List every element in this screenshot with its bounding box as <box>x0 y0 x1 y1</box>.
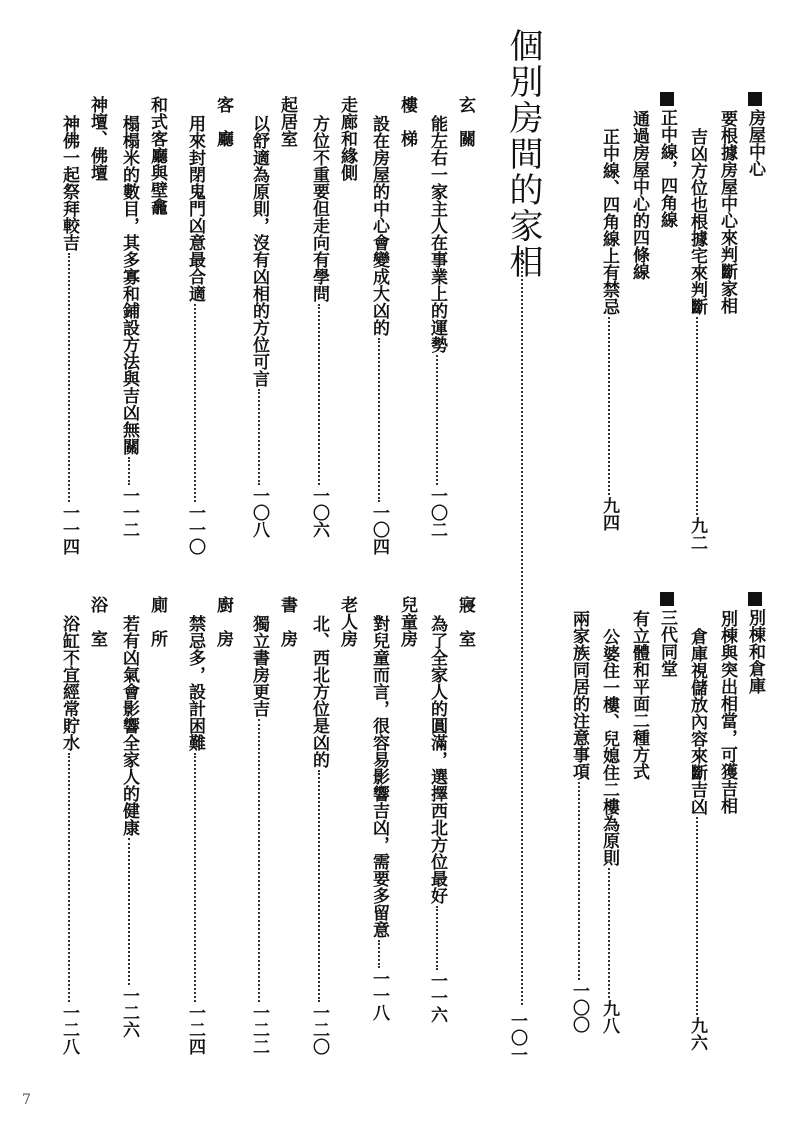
toc-entry: 公婆住一樓、兒媳住二樓為原則九八 <box>599 628 619 1034</box>
leader-dots <box>696 317 698 515</box>
toc-heading-bedroom: 寢 室 <box>455 596 475 647</box>
toc-heading-elderly: 老人房 <box>337 596 357 647</box>
leader-dots <box>318 770 320 1002</box>
toc-entry: 以舒適為原則，沒有凶相的方位可言一〇八 <box>249 115 269 538</box>
toc-entry-text: 通過房屋中心的四條線 <box>629 110 649 280</box>
toc-entry: 倉庫視儲放內容來斷吉凶九六 <box>687 628 707 1051</box>
toc-entry: 兩家族同居的注意事項一〇〇 <box>569 610 589 1033</box>
toc-entry: 對兒童而言，很容易影響吉凶，需要多留意一一八 <box>369 615 389 1021</box>
toc-entry: 神佛一起祭拜較吉一一四 <box>59 115 79 555</box>
toc-entry: 榻榻米的數目，其多寡和鋪設方法與吉凶無關一一二 <box>119 115 139 538</box>
toc-entry: 方位不重要但走向有學問一〇六 <box>309 115 329 538</box>
toc-entry: 用來封閉鬼門凶意最合適一一〇 <box>185 115 205 555</box>
leader-dots <box>318 304 320 485</box>
toc-heading-children: 兒童房 <box>397 596 417 647</box>
square-bullet-icon <box>660 92 674 106</box>
toc-entry: 能左右一家主人在事業上的運勢一〇二 <box>427 115 447 538</box>
leader-dots <box>128 838 130 985</box>
toc-heading-corridor: 走廊和緣側 <box>337 96 357 181</box>
leader-dots <box>258 389 260 485</box>
toc-entry: 為了全家人的圓滿，選擇西北方位最好一一六 <box>427 615 447 1023</box>
leader-dots <box>578 782 580 980</box>
chapter-title-page: 一〇一 <box>507 1012 527 1063</box>
toc-heading-toilet: 廁 所 <box>147 596 167 647</box>
title-leader-dots <box>521 250 523 1005</box>
toc-heading-study: 書 房 <box>277 596 297 647</box>
toc-heading-living: 起居室 <box>277 96 297 147</box>
toc-entry: 獨立書房更吉一二二 <box>249 615 269 1055</box>
toc-heading-lines: 正中線，四角線 <box>658 92 675 228</box>
leader-dots <box>194 304 196 502</box>
leader-dots <box>68 753 70 1002</box>
chapter-title: 個別房間的家相 <box>503 28 543 280</box>
leader-dots <box>68 253 70 502</box>
toc-heading-japanese: 和式客廳與壁龕 <box>147 96 167 215</box>
toc-entry: 若有凶氣會影響全家人的健康一二六 <box>119 615 139 1038</box>
toc-entry: 設在房屋的中心會變成大凶的一〇四 <box>369 115 389 555</box>
toc-entry: 北、西北方位是凶的一二〇 <box>309 615 329 1055</box>
leader-dots <box>608 868 610 998</box>
page-corner-mark: 7 <box>22 1092 31 1108</box>
toc-entry-text: 別棟與突出相當，可獲吉相 <box>717 610 737 814</box>
leader-dots <box>436 355 438 485</box>
toc-heading-house-center: 房屋中心 <box>746 92 763 177</box>
toc-entry: 浴缸不宜經常貯水一二八 <box>59 615 79 1055</box>
leader-dots <box>436 906 438 970</box>
leader-dots <box>194 753 196 1002</box>
toc-heading-kitchen: 廚 房 <box>213 596 233 647</box>
square-bullet-icon <box>660 592 674 606</box>
toc-entry: 正中線、四角線上有禁忌九四 <box>599 128 619 531</box>
leader-dots <box>128 457 130 485</box>
leader-dots <box>378 940 380 968</box>
toc-heading-guest: 客 廳 <box>213 96 233 147</box>
toc-heading-entrance: 玄 關 <box>455 96 475 147</box>
leader-dots <box>608 317 610 495</box>
toc-entry-text: 有立體和平面二種方式 <box>629 610 649 780</box>
leader-dots <box>696 817 698 1015</box>
leader-dots <box>378 338 380 502</box>
toc-entry: 禁忌多，設計困難一二四 <box>185 615 205 1055</box>
toc-entry-text: 要根據房屋中心來判斷家相 <box>717 110 737 314</box>
toc-heading-three-generations: 三代同堂 <box>658 592 675 677</box>
toc-heading-annex: 別棟和倉庫 <box>746 592 763 694</box>
square-bullet-icon <box>748 92 762 106</box>
toc-heading-bath: 浴 室 <box>87 596 107 647</box>
toc-entry: 吉凶方位也根據宅來判斷九二 <box>687 128 707 551</box>
leader-dots <box>258 719 260 1002</box>
toc-heading-stairs: 樓 梯 <box>397 96 417 147</box>
square-bullet-icon <box>748 592 762 606</box>
toc-heading-altar: 神壇、佛壇 <box>87 96 107 181</box>
